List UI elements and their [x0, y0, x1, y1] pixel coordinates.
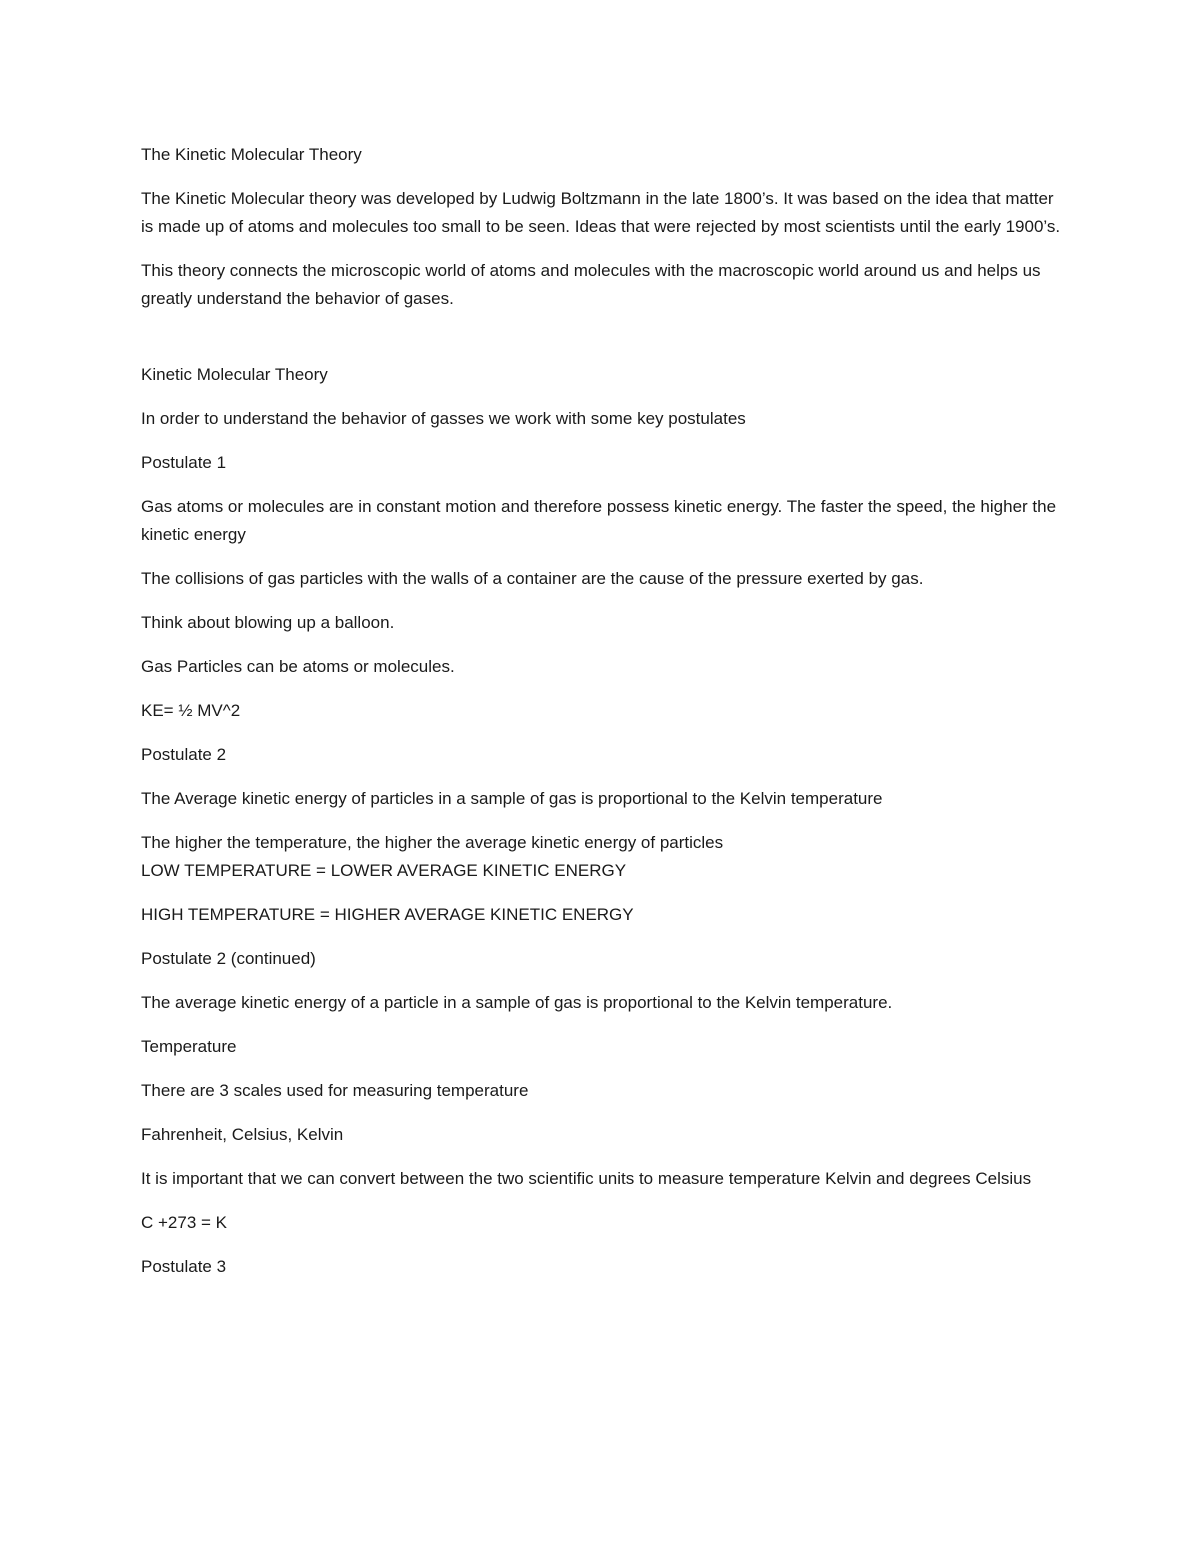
heading-temperature: Temperature	[141, 1037, 237, 1056]
heading-postulate-3: Postulate 3	[141, 1257, 227, 1276]
equation-celsius-kelvin: C +273 = K	[141, 1213, 228, 1232]
blank-spacer	[141, 329, 1061, 361]
document-title: The Kinetic Molecular Theory	[141, 145, 362, 164]
paragraph-gas-particles: Gas Particles can be atoms or molecules.	[141, 657, 455, 676]
paragraph-history: The Kinetic Molecular theory was developed by Ludwig Boltzmann in the late 1800’s. It was based on the idea that matter is made up of atoms and molecules too small to be seen. Ideas that were rejected by most scientists until the early 1900’s.	[141, 189, 1061, 236]
paragraph-collisions: The collisions of gas particles with the walls of a container are the cause of the pressure exerted by gas.	[141, 569, 924, 588]
paragraph-higher-temperature: The higher the temperature, the higher the average kinetic energy of particles	[141, 833, 724, 852]
paragraph-scale-names: Fahrenheit, Celsius, Kelvin	[141, 1125, 344, 1144]
paragraph-connection: This theory connects the microscopic world of atoms and molecules with the macroscopic world around us and helps us greatly understand the behavior of gases.	[141, 261, 1041, 308]
heading-postulate-1: Postulate 1	[141, 453, 227, 472]
document-body	[141, 141, 1061, 1297]
paragraph-three-scales: There are 3 scales used for measuring temperature	[141, 1081, 529, 1100]
paragraph-constant-motion: Gas atoms or molecules are in constant motion and therefore possess kinetic energy. The faster the speed, the higher the kinetic energy	[141, 497, 1057, 544]
paragraph-average-ke: The Average kinetic energy of particles in a sample of gas is proportional to the Kelvin temperature	[141, 789, 883, 808]
heading-postulate-2: Postulate 2	[141, 745, 227, 764]
paragraph-average-ke-particle: The average kinetic energy of a particle in a sample of gas is proportional to the Kelvin temperature.	[141, 993, 893, 1012]
line-low-temperature: LOW TEMPERATURE = LOWER AVERAGE KINETIC ENERGY	[141, 861, 627, 880]
section-heading-kmt: Kinetic Molecular Theory	[141, 365, 328, 384]
paragraph-conversion: It is important that we can convert between the two scientific units to measure temperature Kelvin and degrees Celsius	[141, 1169, 1032, 1188]
equation-kinetic-energy: KE= ½ MV^2	[141, 701, 241, 720]
paragraph-intro-postulates: In order to understand the behavior of gasses we work with some key postulates	[141, 409, 746, 428]
line-high-temperature: HIGH TEMPERATURE = HIGHER AVERAGE KINETIC ENERGY	[141, 905, 634, 924]
paragraph-balloon: Think about blowing up a balloon.	[141, 613, 395, 632]
heading-postulate-2-continued: Postulate 2 (continued)	[141, 949, 316, 968]
